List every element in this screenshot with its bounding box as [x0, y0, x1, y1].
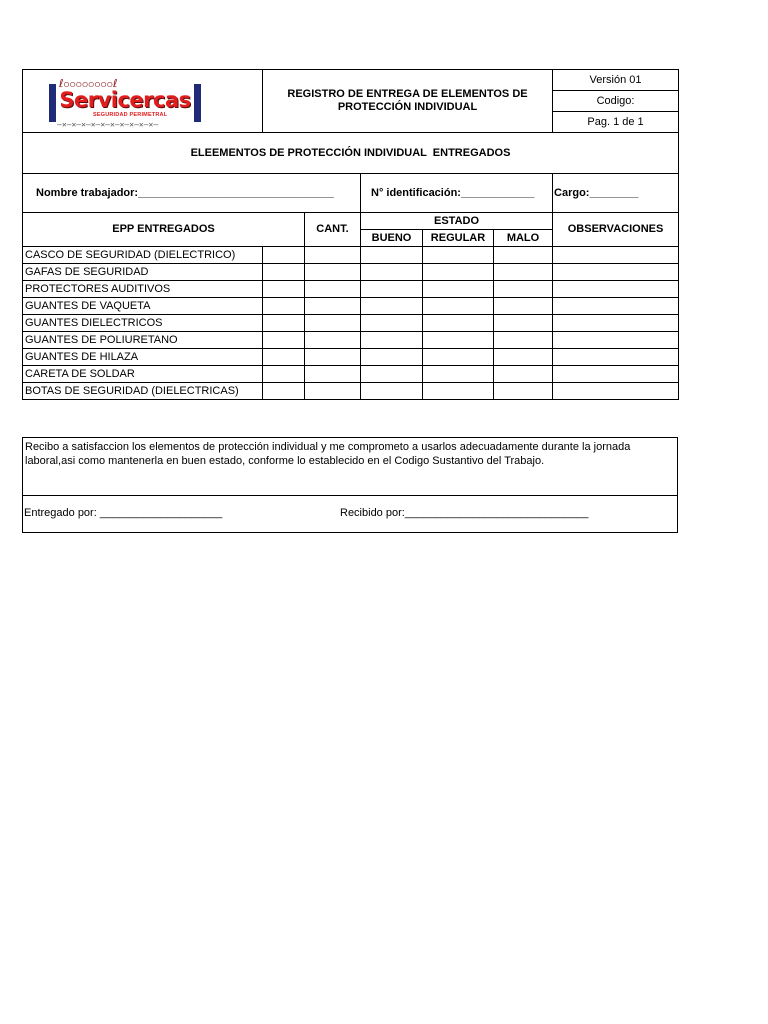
- col-header-good: BUENO: [361, 230, 423, 247]
- epp-rows: [23, 247, 679, 400]
- good-cell[interactable]: [361, 264, 423, 281]
- blank-cell: [263, 247, 305, 264]
- table-row: [23, 264, 679, 281]
- fence-post-icon: [194, 84, 201, 122]
- delivered-by-field[interactable]: Entregado por: ____________________: [24, 507, 223, 519]
- observations-cell[interactable]: [553, 349, 679, 366]
- col-header-observations: OBSERVACIONES: [553, 213, 679, 247]
- barbed-wire-icon: —✕—✕—✕—✕—✕—✕—✕—✕—✕—✕—: [57, 121, 159, 129]
- commitment-statement: Recibo a satisfaccion los elementos de protección individual y me comprometo a usarlos adecuadamente durante la jornada laboral,asi como mantenerla en buen estado, conforme lo establecido en el Codigo Sustantivo del Trabajo.: [23, 438, 678, 496]
- regular-cell[interactable]: [423, 264, 494, 281]
- qty-cell[interactable]: [305, 383, 361, 400]
- table-row: [23, 247, 679, 264]
- bad-cell[interactable]: [494, 315, 553, 332]
- epp-delivery-form: [22, 69, 678, 400]
- epp-item-label: GUANTES DE POLIURETANO: [23, 332, 263, 349]
- company-logo: [49, 77, 201, 129]
- table-row: [23, 315, 679, 332]
- regular-cell[interactable]: [423, 383, 494, 400]
- form-table: [22, 69, 679, 400]
- blank-cell: [263, 366, 305, 383]
- received-by-field[interactable]: Recibido por:______________________________: [340, 507, 589, 519]
- epp-item-label: GAFAS DE SEGURIDAD: [23, 264, 263, 281]
- good-cell[interactable]: [361, 383, 423, 400]
- regular-cell[interactable]: [423, 247, 494, 264]
- blank-cell: [263, 332, 305, 349]
- qty-cell[interactable]: [305, 349, 361, 366]
- logo-cell: [23, 70, 263, 133]
- good-cell[interactable]: [361, 349, 423, 366]
- logo-brand-name: Servicercas: [59, 88, 191, 112]
- bad-cell[interactable]: [494, 264, 553, 281]
- table-row: [23, 298, 679, 315]
- observations-cell[interactable]: [553, 281, 679, 298]
- good-cell[interactable]: [361, 247, 423, 264]
- worker-name-field[interactable]: Nombre trabajador:________________________________: [23, 174, 361, 213]
- good-cell[interactable]: [361, 332, 423, 349]
- epp-item-label: BOTAS DE SEGURIDAD (DIELECTRICAS): [23, 383, 263, 400]
- table-row: [23, 281, 679, 298]
- qty-cell[interactable]: [305, 264, 361, 281]
- section-title: ELEEMENTOS DE PROTECCIÓN INDIVIDUAL ENTREGADOS: [23, 133, 679, 174]
- epp-item-label: CARETA DE SOLDAR: [23, 366, 263, 383]
- col-header-epp: EPP ENTREGADOS: [23, 213, 305, 247]
- observations-cell[interactable]: [553, 332, 679, 349]
- observations-cell[interactable]: [553, 366, 679, 383]
- table-row: [23, 332, 679, 349]
- bad-cell[interactable]: [494, 383, 553, 400]
- good-cell[interactable]: [361, 366, 423, 383]
- observations-cell[interactable]: [553, 298, 679, 315]
- blank-cell: [263, 298, 305, 315]
- table-row: [23, 383, 679, 400]
- observations-cell[interactable]: [553, 264, 679, 281]
- regular-cell[interactable]: [423, 298, 494, 315]
- regular-cell[interactable]: [423, 281, 494, 298]
- bad-cell[interactable]: [494, 332, 553, 349]
- col-header-state: ESTADO: [361, 213, 553, 230]
- observations-cell[interactable]: [553, 247, 679, 264]
- blank-cell: [263, 315, 305, 332]
- form-title-line1: REGISTRO DE ENTREGA DE ELEMENTOS DE: [287, 88, 528, 100]
- blank-cell: [263, 349, 305, 366]
- epp-item-label: GUANTES DE VAQUETA: [23, 298, 263, 315]
- epp-item-label: CASCO DE SEGURIDAD (DIELECTRICO): [23, 247, 263, 264]
- regular-cell[interactable]: [423, 366, 494, 383]
- good-cell[interactable]: [361, 298, 423, 315]
- qty-cell[interactable]: [305, 315, 361, 332]
- form-title-line2: PROTECCIÓN INDIVIDUAL: [337, 101, 478, 113]
- bad-cell[interactable]: [494, 298, 553, 315]
- blank-cell: [263, 383, 305, 400]
- version-label: Versión 01: [553, 70, 679, 91]
- regular-cell[interactable]: [423, 315, 494, 332]
- col-header-regular: REGULAR: [423, 230, 494, 247]
- bad-cell[interactable]: [494, 366, 553, 383]
- razor-wire-coil-icon: ℓ၀၀၀၀၀၀၀၀ℓ: [59, 77, 118, 90]
- good-cell[interactable]: [361, 315, 423, 332]
- epp-item-label: GUANTES DIELECTRICOS: [23, 315, 263, 332]
- qty-cell[interactable]: [305, 332, 361, 349]
- logo-tagline: SEGURIDAD PERIMETRAL: [93, 112, 168, 118]
- observations-cell[interactable]: [553, 383, 679, 400]
- id-number-field[interactable]: N° identificación:____________: [361, 174, 553, 213]
- bad-cell[interactable]: [494, 349, 553, 366]
- blank-cell: [263, 264, 305, 281]
- qty-cell[interactable]: [305, 281, 361, 298]
- footer-block: [22, 437, 678, 533]
- good-cell[interactable]: [361, 281, 423, 298]
- bad-cell[interactable]: [494, 281, 553, 298]
- table-row: [23, 349, 679, 366]
- page-label: Pag. 1 de 1: [553, 112, 679, 133]
- bad-cell[interactable]: [494, 247, 553, 264]
- qty-cell[interactable]: [305, 366, 361, 383]
- position-field[interactable]: Cargo:________: [553, 174, 679, 213]
- epp-item-label: GUANTES DE HILAZA: [23, 349, 263, 366]
- col-header-bad: MALO: [494, 230, 553, 247]
- qty-cell[interactable]: [305, 298, 361, 315]
- regular-cell[interactable]: [423, 349, 494, 366]
- regular-cell[interactable]: [423, 332, 494, 349]
- qty-cell[interactable]: [305, 247, 361, 264]
- form-title: [263, 70, 553, 133]
- col-header-qty: CANT.: [305, 213, 361, 247]
- blank-cell: [263, 281, 305, 298]
- code-label: Codigo:: [553, 91, 679, 112]
- observations-cell[interactable]: [553, 315, 679, 332]
- epp-item-label: PROTECTORES AUDITIVOS: [23, 281, 263, 298]
- signature-row: [23, 496, 678, 533]
- table-row: [23, 366, 679, 383]
- footer-table: [22, 437, 678, 533]
